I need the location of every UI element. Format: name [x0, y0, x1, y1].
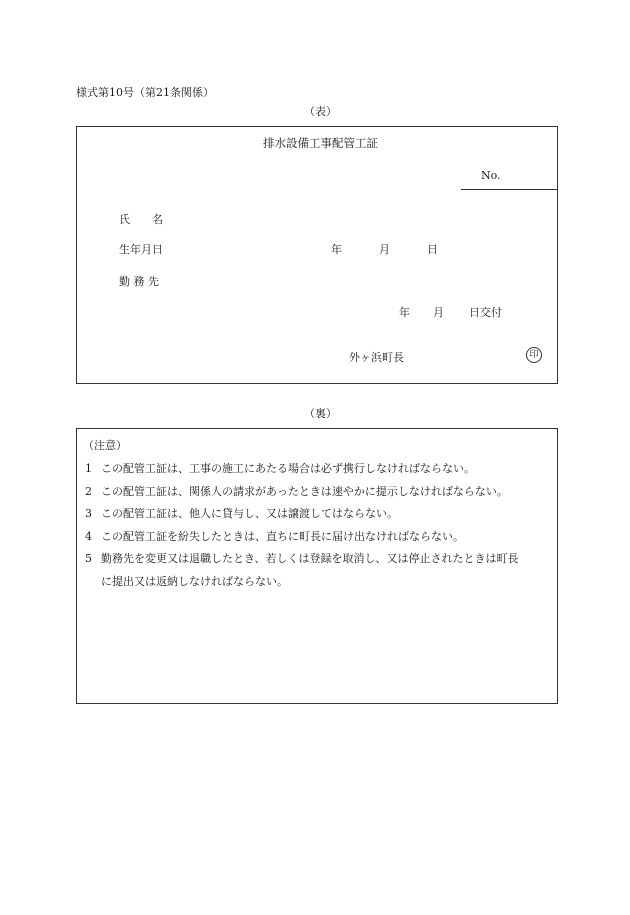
back-heading: （裏） — [304, 407, 337, 420]
back-card — [76, 428, 558, 704]
note-item — [85, 460, 475, 476]
seal-mark: 印 — [526, 347, 542, 363]
note-text: 勤務先を変更又は退職したとき、若しくは登録を取消し、又は停止されたときは町長 — [101, 552, 519, 565]
note-number: 1 — [85, 462, 92, 475]
issue-year-label: 年 — [399, 306, 410, 319]
note-item — [85, 505, 398, 521]
no-underline — [461, 189, 557, 190]
front-heading: （表） — [304, 105, 337, 118]
note-text: この配管工証は、工事の施工にあたる場合は必ず携行しなければならない。 — [101, 462, 475, 475]
issuer-label: 外ヶ浜町長 — [349, 351, 404, 364]
note-text: この配管工証を紛失したときは、直ちに町長に届け出なければならない。 — [101, 530, 464, 543]
note-number: 3 — [85, 507, 92, 520]
name-label: 氏 名 — [119, 213, 163, 226]
note-item — [85, 528, 464, 544]
birth-day-label: 日 — [427, 243, 438, 256]
birth-month-label: 月 — [379, 243, 390, 256]
note-number: 5 — [85, 552, 92, 565]
note-number: 4 — [85, 530, 92, 543]
note-number: 2 — [85, 485, 92, 498]
card-title: 排水設備工事配管工証 — [263, 136, 378, 150]
birth-year-label: 年 — [331, 243, 342, 256]
note-continuation: に提出又は返納しなければならない。 — [101, 575, 288, 588]
no-label: No. — [481, 169, 501, 182]
issue-month-label: 月 — [433, 306, 444, 319]
note-text: この配管工証は、関係人の請求があったときは速やかに提示しなければならない。 — [101, 485, 508, 498]
form-number: 様式第10号（第21条関係） — [76, 86, 214, 99]
notes-title: （注意） — [83, 439, 127, 452]
note-item — [85, 550, 519, 566]
note-item — [85, 483, 508, 499]
front-card — [76, 126, 558, 384]
issue-day-label: 日交付 — [469, 306, 502, 319]
note-text: この配管工証は、他人に貸与し、又は譲渡してはならない。 — [101, 507, 398, 520]
employer-label: 勤 務 先 — [119, 275, 159, 288]
birthdate-label: 生年月日 — [119, 243, 163, 256]
